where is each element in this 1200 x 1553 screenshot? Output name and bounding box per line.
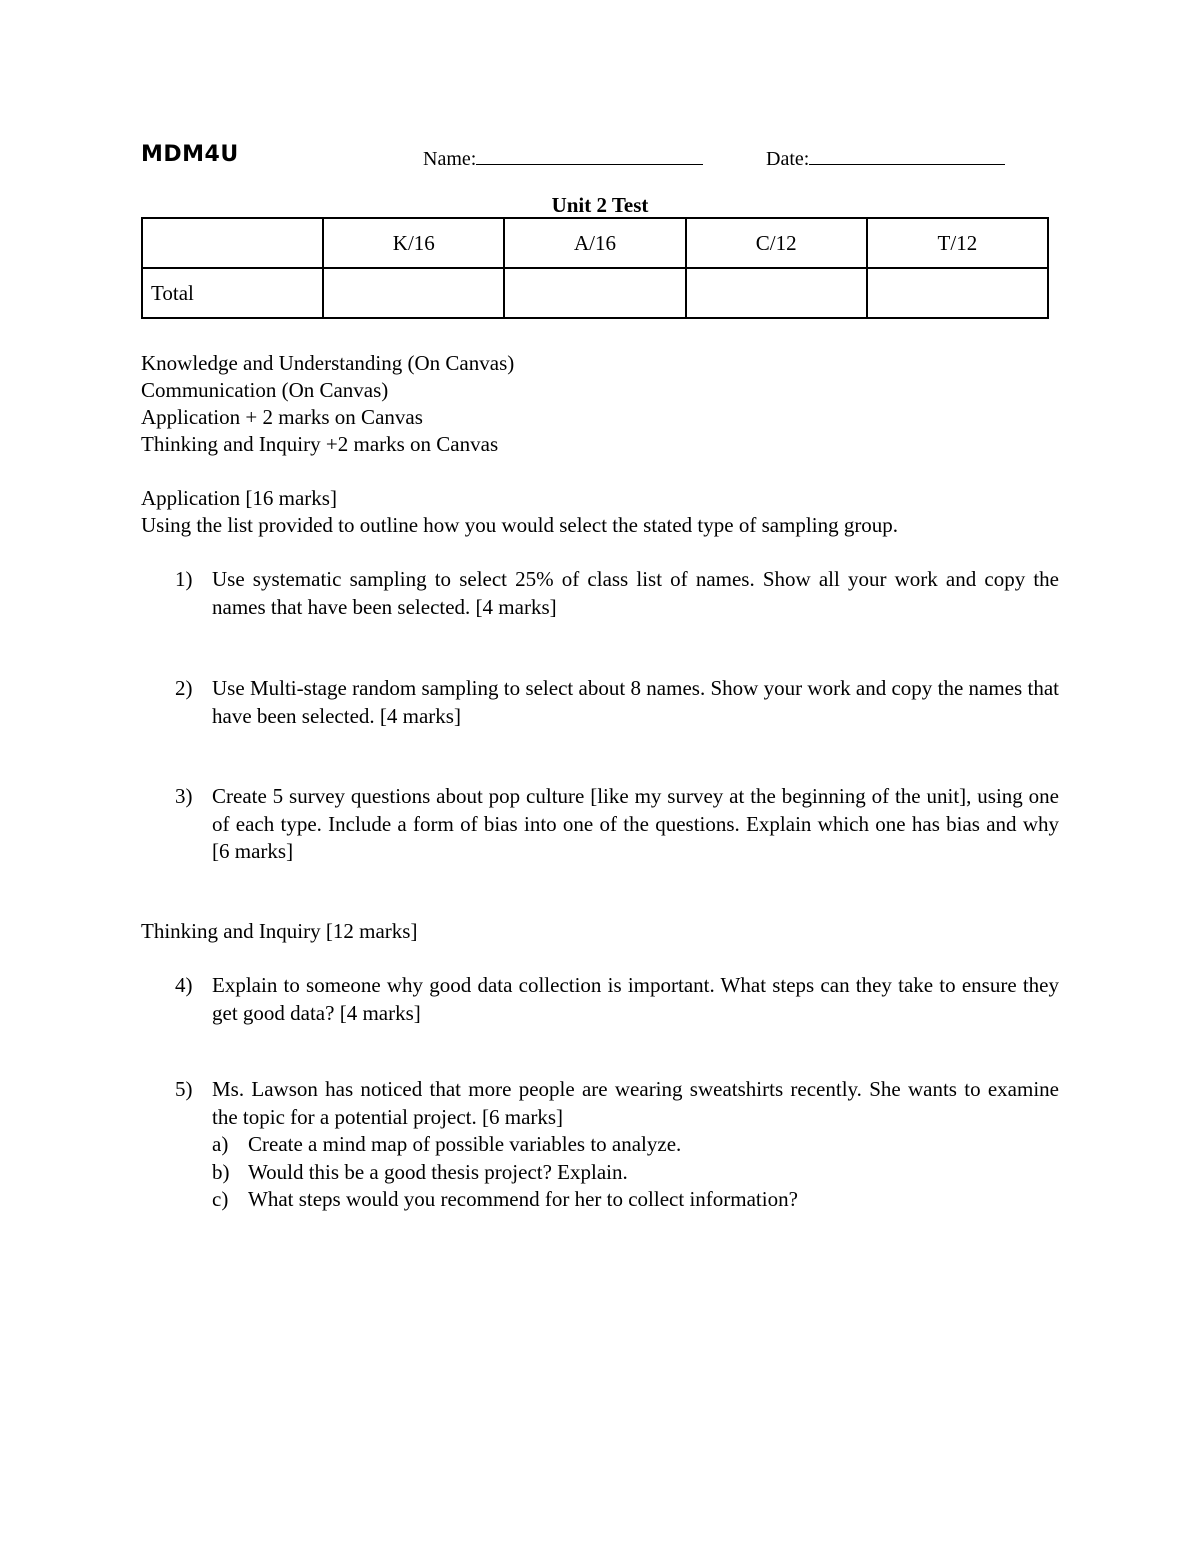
summary-line: Knowledge and Understanding (On Canvas) [141,351,515,375]
date-blank-line[interactable] [809,146,1005,165]
subquestion-label: a) [212,1132,229,1156]
name-blank-line[interactable] [476,146,703,165]
subquestion-b [212,1159,1059,1187]
marks-total-a-cell[interactable] [504,268,685,318]
question-2 [175,675,1059,730]
application-heading: Application [16 marks] [141,486,337,510]
subquestion-text: Would this be a good thesis project? Explain. [248,1159,628,1184]
marks-header-t: T/12 [867,218,1048,268]
question-1 [175,566,1059,621]
marks-summary [141,350,514,458]
marks-total-label: Total [142,268,323,318]
marks-total-c-cell[interactable] [686,268,867,318]
date-field[interactable] [766,146,1005,171]
marks-header-k: K/16 [323,218,504,268]
marks-total-t-cell[interactable] [867,268,1048,318]
summary-line: Communication (On Canvas) [141,378,389,402]
thinking-heading: Thinking and Inquiry [12 marks] [141,919,418,943]
marks-header-a: A/16 [504,218,685,268]
question-text: Create 5 survey questions about pop culture [like my survey at the beginning of the unit], using one of each type. Include a form of bias into one of the questions. Explain which one has bias and why [6 marks] [212,784,1059,863]
subquestion-text: Create a mind map of possible variables to analyze. [248,1132,682,1156]
question-number: 4) [175,973,193,997]
date-label: Date: [766,148,810,170]
question-text: Explain to someone why good data collection is important. What steps can they take to ensure they get good data? [4 marks] [212,973,1059,1025]
subquestion-label: b) [212,1159,230,1184]
application-instructions: Using the list provided to outline how you would select the stated type of sampling group. [141,513,899,537]
name-label: Name: [423,148,477,170]
question-number: 3) [175,784,193,808]
summary-line: Application + 2 marks on Canvas [141,405,423,429]
question-text: Use systematic sampling to select 25% of class list of names. Show all your work and copy the names that have been selected. [4 marks] [212,567,1059,619]
subquestion-label: c) [212,1187,229,1211]
name-field[interactable] [423,146,703,171]
question-3 [175,783,1059,866]
question-5 [175,1076,1059,1214]
subquestion-c [212,1186,1059,1214]
header [141,142,1059,174]
test-title: Unit 2 Test [551,193,649,217]
question-text: Ms. Lawson has noticed that more people are wearing sweatshirts recently. She wants to examine the topic for a potential project. [6 marks] [212,1077,1059,1129]
question-number: 2) [175,676,193,700]
subquestion-a [212,1131,1059,1159]
marks-header-row [142,218,1048,268]
course-code: MDM4U [141,142,239,167]
summary-line: Thinking and Inquiry +2 marks on Canvas [141,432,499,456]
question-number: 1) [175,567,193,591]
marks-header-blank [142,218,323,268]
marks-total-row [142,268,1048,318]
subquestion-text: What steps would you recommend for her to collect information? [248,1187,798,1211]
marks-total-k-cell[interactable] [323,268,504,318]
question-number: 5) [175,1077,193,1101]
marks-table [141,217,1049,319]
test-page [141,0,1059,1553]
marks-header-c: C/12 [686,218,867,268]
question-text: Use Multi-stage random sampling to select about 8 names. Show your work and copy the names that have been selected. [4 marks] [212,676,1059,728]
question-4 [175,972,1059,1027]
